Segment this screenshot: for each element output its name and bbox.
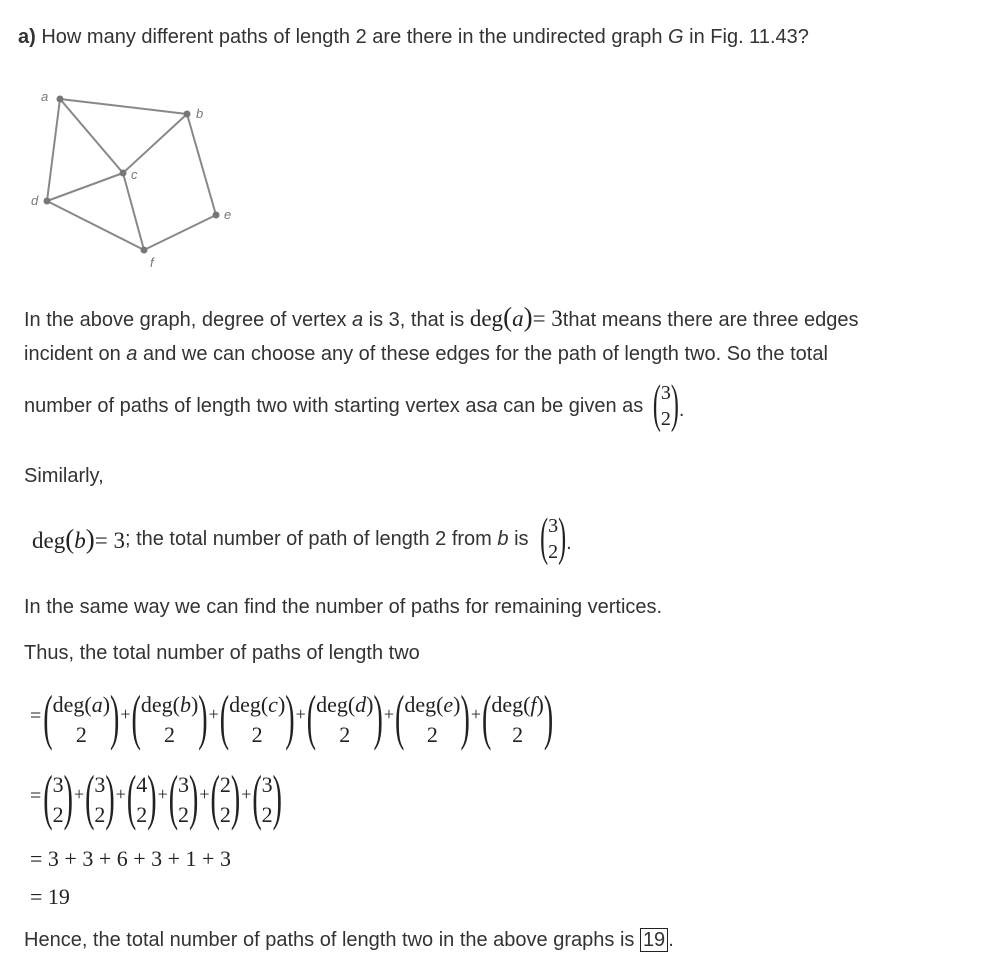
- sum2-bottom: 2: [136, 802, 148, 827]
- deg-b-end: .: [566, 531, 572, 554]
- sum-line-4: = 19: [30, 884, 70, 909]
- sum1-plus: +: [295, 703, 306, 724]
- sum2-plus: +: [115, 783, 126, 804]
- same-way-text: In the same way we can find the number of paths for remaining vertices.: [24, 596, 663, 618]
- sum2-term-d: ( 3 2 ): [168, 764, 199, 833]
- sum1-arg: a: [91, 692, 103, 717]
- deg-b-text-a: ; the total number of path of length 2 from: [124, 527, 498, 550]
- para1-line2: [24, 343, 828, 366]
- para1-line3: [24, 376, 684, 436]
- sum2-plus: +: [199, 783, 210, 804]
- sum2-plus: +: [157, 783, 168, 804]
- deg-b-line: [32, 508, 572, 570]
- sum2-bottom: 2: [219, 802, 231, 827]
- edge-d-f: [47, 201, 144, 250]
- para1-line2-b: and we can choose any of these edges for the path of length two. So the total: [137, 343, 828, 365]
- question-line: [18, 26, 809, 49]
- para1-line3-a: number of paths of length two with starting vertex as: [24, 394, 487, 417]
- conclusion-end: .: [668, 929, 674, 951]
- sum2-bottom: 2: [94, 802, 106, 827]
- deg-a-math: deg(a)= 3: [469, 302, 563, 332]
- sum1-arg: e: [443, 692, 454, 717]
- sum2-eq: =: [30, 784, 42, 807]
- edge-d-c: [47, 173, 123, 201]
- edge-c-f: [123, 173, 144, 250]
- binom-b: ( 3 2 ): [540, 509, 567, 567]
- sum1-deg: deg: [316, 692, 348, 717]
- sum1-bottom: 2: [426, 722, 438, 747]
- vertex-label-d: d: [31, 193, 39, 208]
- binom-b-bottom: 2: [548, 541, 559, 563]
- sum-line-2: [30, 764, 282, 836]
- sum1-arg: b: [179, 692, 191, 717]
- vertex-label-c: c: [131, 167, 138, 182]
- vertex-label-a: a: [41, 89, 49, 104]
- para1-text-2: is 3, that is: [363, 309, 470, 331]
- sum2-plus: +: [73, 783, 85, 804]
- deg-arg: a: [512, 306, 524, 331]
- sum2-top: 3: [52, 772, 64, 797]
- vertex-label-b: b: [196, 106, 204, 121]
- sum1-bottom: 2: [512, 722, 524, 747]
- sum2-term-b: ( 3 2 ): [85, 764, 115, 833]
- sum2-top: 3: [178, 772, 190, 797]
- edge-a-b: [60, 99, 187, 114]
- binom-top: 3: [660, 382, 671, 404]
- graph-name: G: [668, 26, 684, 48]
- deg-b-fn: deg: [32, 527, 66, 553]
- sum-line-3: = 3 + 3 + 6 + 3 + 1 + 3: [30, 846, 231, 871]
- sum1-plus: +: [470, 703, 481, 724]
- para1-text-3: that means there are three edges: [562, 309, 859, 331]
- sum1-bottom: 2: [339, 722, 351, 747]
- sum1-arg: d: [355, 692, 367, 717]
- binom-bottom: 2: [660, 408, 671, 430]
- sum2-bottom: 2: [261, 802, 273, 827]
- vertex-a: [57, 96, 64, 103]
- sum1-term-a: ( deg(a) 2 ): [43, 684, 120, 753]
- sum1-deg: deg: [491, 692, 524, 717]
- sum2-term-c: ( 4 2 ): [126, 764, 157, 833]
- answer-box: 19: [640, 928, 668, 952]
- sum1-deg: deg: [140, 692, 173, 717]
- sum1-deg: deg: [229, 692, 261, 717]
- para1-line3-b: can be given as: [497, 394, 649, 417]
- para1-vertex-a: a: [352, 309, 364, 331]
- sum-line-1: [30, 684, 553, 756]
- deg-b-vertex: b: [497, 527, 509, 550]
- sum2-top: 4: [136, 772, 148, 797]
- edge-a-d: [47, 99, 60, 201]
- conclusion-text: Hence, the total number of paths of length two in the above graphs is: [24, 929, 640, 951]
- sum2-bottom: 2: [178, 802, 190, 827]
- similarly-text: Similarly,: [24, 465, 104, 487]
- edge-e-f: [144, 215, 216, 250]
- sum2-bottom: 2: [52, 802, 64, 827]
- para1-text-1: In the above graph, degree of vertex: [24, 309, 352, 331]
- sum1-deg: deg: [404, 692, 437, 717]
- edge-a-c: [60, 99, 123, 173]
- sum2-term-f: ( 3 2 ): [252, 764, 282, 833]
- vertex-f: [141, 247, 148, 254]
- sum2-term-a: ( 3 2 ): [43, 764, 73, 833]
- deg-eq: = 3: [532, 306, 563, 331]
- binom-3-2: ( 3 2 ): [652, 376, 679, 434]
- para1-line2-a: incident on: [24, 343, 127, 365]
- vertex-c: [120, 170, 127, 177]
- sum1-eq: =: [30, 704, 42, 727]
- edge-b-c: [123, 114, 187, 173]
- sum1-bottom: 2: [75, 722, 87, 747]
- sum1-arg: c: [268, 692, 278, 717]
- deg-b-arg: b: [74, 527, 86, 553]
- sum2-plus: +: [241, 783, 252, 804]
- question-label: a): [18, 26, 36, 48]
- sum1-arg: f: [530, 692, 537, 717]
- sum1-term-d: ( deg(d) 2 ): [306, 684, 383, 753]
- binom-b-top: 3: [548, 515, 559, 537]
- sum1-term-e: ( deg(e) 2 ): [394, 684, 470, 753]
- vertex-label-f: f: [150, 255, 154, 270]
- question-text-prefix: How many different paths of length 2 are there in the undirected graph: [35, 26, 669, 48]
- deg-fn: deg: [469, 306, 504, 331]
- sum2-term-e: ( 2 2 ): [210, 764, 241, 833]
- sum1-plus: +: [120, 703, 131, 724]
- sum1-plus: +: [208, 703, 219, 724]
- sum1-plus: +: [383, 703, 394, 724]
- vertex-e: [213, 212, 220, 219]
- sum1-term-f: ( deg(f) 2 ): [481, 684, 554, 753]
- para1-line3-vertex: a: [486, 394, 498, 417]
- sum1-term-c: ( deg(c) 2 ): [219, 684, 295, 753]
- thus-text: Thus, the total number of paths of length two: [24, 642, 420, 664]
- vertex-d: [44, 198, 51, 205]
- sum2-top: 3: [261, 772, 273, 797]
- sum1-term-b: ( deg(b) 2 ): [131, 684, 208, 753]
- vertex-b: [184, 111, 191, 118]
- sum1-bottom: 2: [251, 722, 263, 747]
- sum2-top: 3: [94, 772, 106, 797]
- question-text-suffix: in Fig. 11.43?: [683, 26, 809, 48]
- deg-b-text-b: is: [508, 527, 535, 550]
- sum2-top: 2: [219, 772, 231, 797]
- vertex-label-e: e: [224, 207, 232, 222]
- sum1-deg: deg: [52, 692, 85, 717]
- para1-line1: [24, 302, 859, 333]
- conclusion-line: [24, 929, 674, 952]
- edge-b-e: [187, 114, 216, 215]
- deg-b-eq: = 3: [94, 527, 125, 553]
- para1-line2-vertex: a: [126, 343, 138, 365]
- sum1-bottom: 2: [164, 722, 176, 747]
- graph-figure: [25, 88, 245, 273]
- deg-b-math: deg(b)= 3: [32, 523, 125, 554]
- para1-end: .: [678, 398, 685, 421]
